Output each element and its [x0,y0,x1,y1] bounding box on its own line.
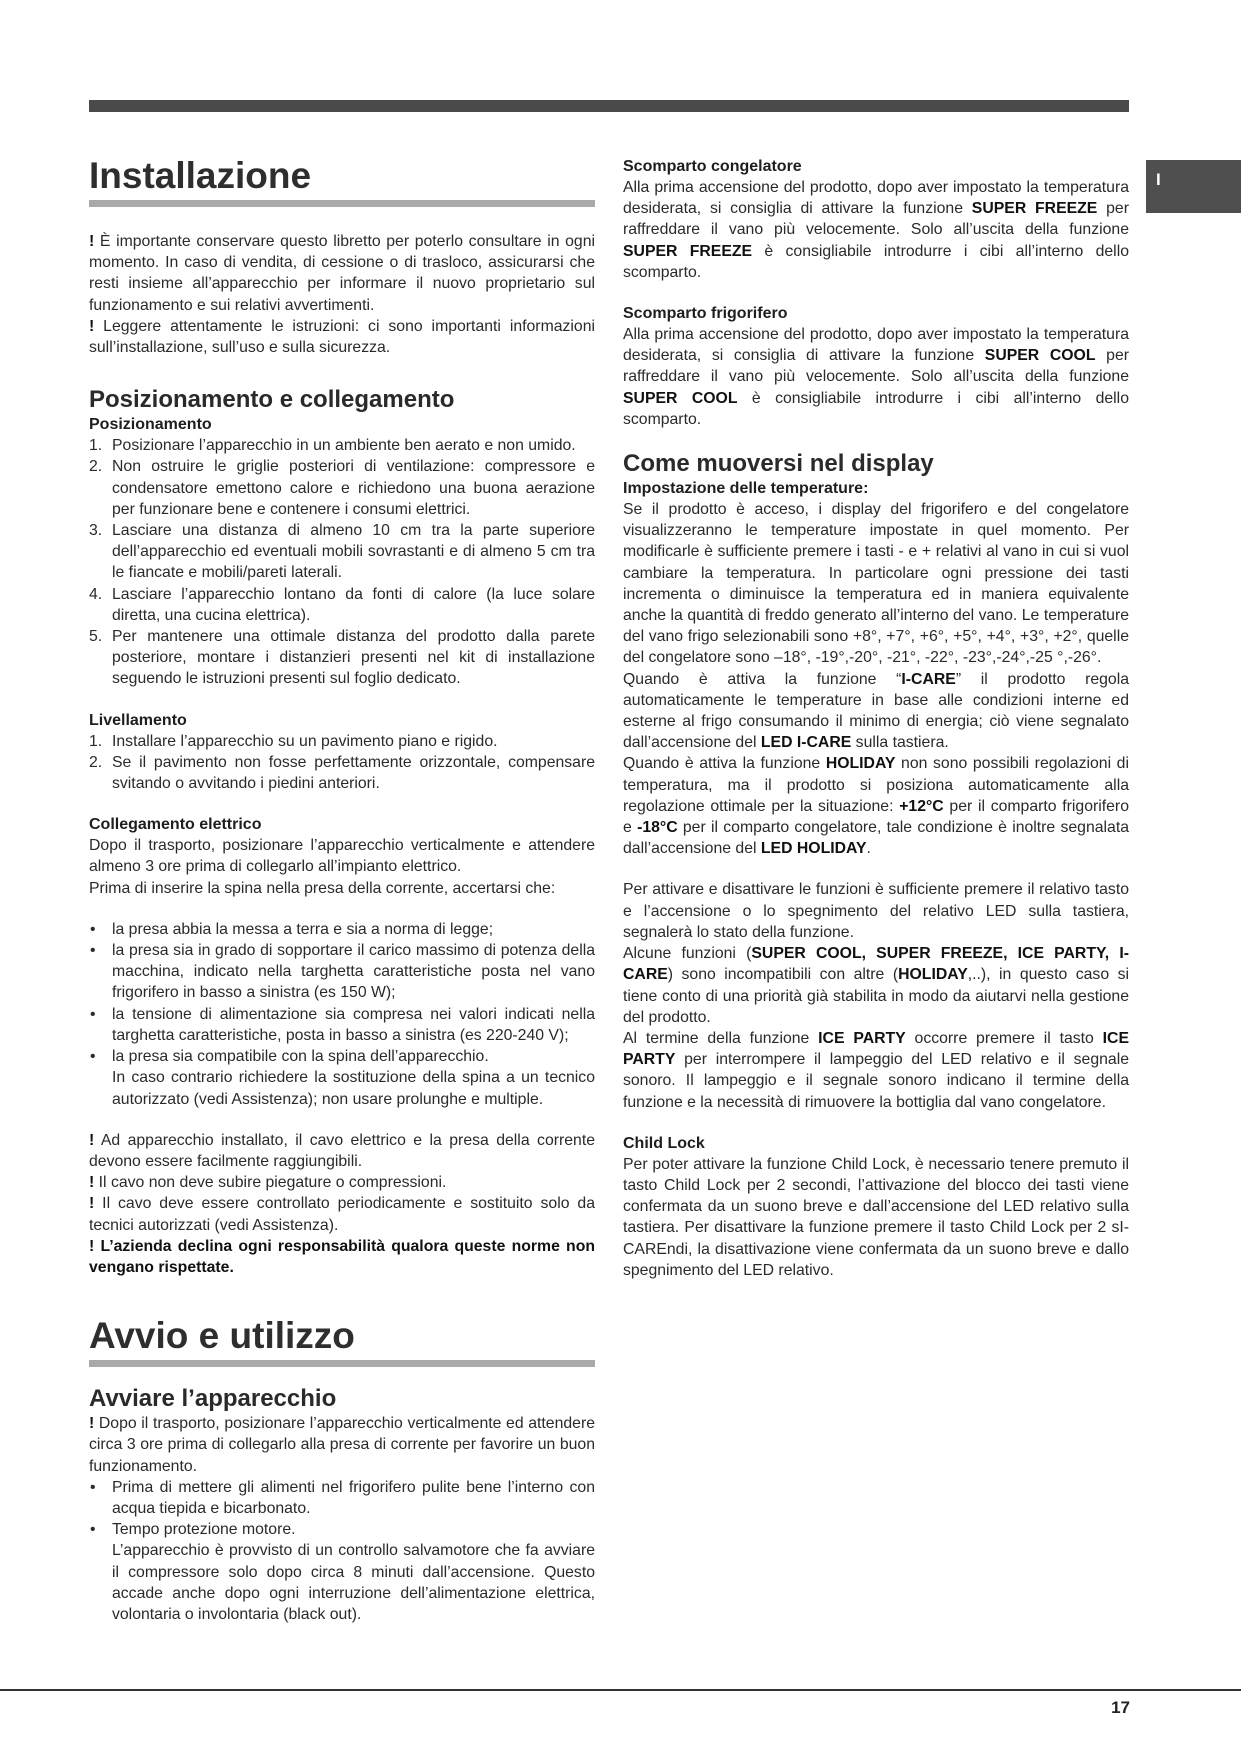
collegamento-paragraph-2: Prima di inserire la spina nella presa della corrente, accertarsi che: [89,879,556,897]
warning-2: ! Il cavo non deve subire piegature o compressioni. [89,1174,447,1192]
avviare-continuation: L’apparecchio è provvisto di un controllo salvamotore che fa avviare il compressore solo dopo circa 8 minuti dall’accensione. Questo accade anche dopo ogni interruzione dell’alimentazione elettrica, volontaria o involontaria (black out). [112,1542,595,1623]
display-paragraph-attivare: Per attivare e disattivare le funzioni è sufficiente premere il relativo tasto e l’accensione o lo spegnimento del relativo LED sulla tastiera, segnalerà lo stato della funzione. [623,881,1129,941]
bullet-item: • la tensione di alimentazione sia compresa nei valori indicati nella targhetta caratteristiche, posta in basso a sinistra (es 220-240 V); [89,1004,595,1046]
heading-collegamento-elettrico: Collegamento elettrico [89,816,262,834]
heading-livellamento: Livellamento [89,711,187,729]
list-item: 1. Posizionare l’apparecchio in un ambiente ben aerato e non umido. [89,437,576,455]
bullet-item: • Tempo protezione motore. [89,1519,595,1540]
list-item: 4. Lasciare l’apparecchio lontano da fonti di calore (la luce solare diretta, una cucina elettrica). [89,585,595,624]
list-item: 5. Per mantenere una ottimale distanza del prodotto dalla parete posteriore, montare i distanzieri presenti nel kit di installazione seguendo le istruzioni presenti sul foglio dedicato. [89,628,595,688]
section-title-installazione: Installazione [89,154,595,207]
display-paragraph-holiday: Quando è attiva la funzione HOLIDAY non sono possibili regolazioni di temperatura, ma il prodotto si posiziona automaticamente alla regolazione ottimale per la situazione: +12°C per il comparto frigorifero e -18°C per il comparto congelatore, tale condizione è inoltre segnalata dall’accensione del LED HOLIDAY. [623,755,1129,858]
warning-3: ! Il cavo deve essere controllato periodicamente e sostituito solo da tecnici autorizzati (vedi Assistenza). [89,1195,595,1234]
intro-paragraph-2: ! Leggere attentamente le istruzioni: ci sono importanti informazioni sull’installazione, sull’uso e sulla sicurezza. [89,317,595,357]
livellamento-list [89,731,595,795]
congelatore-paragraph: Alla prima accensione del prodotto, dopo aver impostato la temperatura desiderata, si consiglia di attivare la funzione SUPER FREEZE per raffreddare il vano più velocemente. Solo all’uscita della funzione SUPER FREEZE è consigliabile introdurre i cibi all’interno dello scomparto. [623,179,1129,281]
list-item: 1. Installare l’apparecchio su un pavimento piano e rigido. [89,732,498,750]
avviare-bullets [89,1477,595,1541]
list-item: 2. Non ostruire le griglie posteriori di ventilazione: compressore e condensatore emettono calore e richiedono una buona aerazione per funzionare bene e contenere i consumi elettrici. [89,458,595,518]
warning-1: ! Ad apparecchio installato, il cavo elettrico e la presa della corrente devono essere facilmente raggiungibili. [89,1131,595,1170]
bullet-item: • la presa abbia la messa a terra e sia a norma di legge; [89,919,595,940]
heading-scomparto-congelatore: Scomparto congelatore [623,158,802,175]
posizionamento-list [89,435,595,689]
avviare-intro: ! Dopo il trasporto, posizionare l’apparecchio verticalmente ed attendere circa 3 ore prima di collegarlo alla presa di corrente per favorire un buon funzionamento. [89,1415,595,1475]
heading-impostazione-temperature: Impostazione delle temperature: [623,480,869,498]
heading-posizionamento: Posizionamento [89,416,212,434]
page-number: 17 [1111,1698,1130,1717]
heading-child-lock: Child Lock [623,1134,705,1152]
disclaimer-warning: ! L’azienda declina ogni responsabilità qualora queste norme non vengano rispettate. [89,1237,595,1276]
display-paragraph-temperature: Se il prodotto è acceso, i display del frigorifero e del congelatore visualizzeranno le temperature impostate in quel momento. Per modificarle è sufficiente premere i tasti - e + relativi al vano in cui si vuol cambiare la temperatura. In particolare ogni pressione dei tasti incrementa o diminuisce la temperatura ed in maniera equivalente anche la quantità di freddo generato all’interno del vano. Le temperature del vano frigo selezionabili sono +8°, +7°, +6°, +5°, +4°, +3°, +2°, quelle del congelatore sono –18°, -19°,-20°, -21°, -22°, -23°,-24°,-25 °,-26°. [623,501,1129,667]
collegamento-paragraph-1: Dopo il trasporto, posizionare l’apparecchio verticalmente e attendere almeno 3 ore prima di collegarlo all’impianto elettrico. [89,837,595,876]
display-paragraph-ice-party: Al termine della funzione ICE PARTY occorre premere il tasto ICE PARTY per interrompere il lampeggio del LED relativo e il segnale sonoro. Il lampeggio e il segnale sonoro indicano il termine della funzione e la necessità di rimuovere la bottiglia dal vano congelatore. [623,1029,1129,1111]
child-lock-paragraph: Per poter attivare la funzione Child Lock, è necessario tenere premuto il tasto Child Lock per 2 secondi, l’attivazione del blocco dei tasti viene confermata da un suono breve e dall’accensione del LED relativo sulla tastiera. Per disattivare la funzione premere il tasto Child Lock per 2 sI-CAREndi, la disattivazione viene confermata da un suono breve e dallo spegnimento del LED relativo. [623,1155,1129,1279]
collegamento-bullets [89,919,595,1067]
bullet-item: • la presa sia compatibile con la spina dell’apparecchio. [89,1046,595,1067]
language-tab: I [1146,160,1241,213]
subsection-title-avviare: Avviare l’apparecchio [89,1385,337,1413]
right-column [623,148,1129,1281]
footer-rule [0,1689,1241,1691]
header-rule [89,100,1129,112]
bullet-item: • Prima di mettere gli alimenti nel frigorifero pulite bene l’interno con acqua tiepida e bicarbonato. [89,1477,595,1519]
list-item: 3. Lasciare una distanza di almeno 10 cm tra la parte superiore dell’apparecchio ed eventuali mobili sovrastanti e di almeno 5 cm tra le fiancate e mobili/pareti laterali. [89,522,595,582]
heading-scomparto-frigorifero: Scomparto frigorifero [623,305,788,323]
intro-paragraph-1: ! È importante conservare questo libretto per poterlo consultare in ogni momento. In caso di vendita, di cessione o di trasloco, assicurarsi che resti insieme all’apparecchio per informare il nuovo proprietario sul funzionamento e sui relativi avvertimenti. [89,233,595,314]
subsection-title-posizionamento-collegamento: Posizionamento e collegamento [89,386,455,414]
section-title-avvio: Avvio e utilizzo [89,1314,595,1367]
frigorifero-paragraph: Alla prima accensione del prodotto, dopo aver impostato la temperatura desiderata, si consiglia di attivare la funzione SUPER COOL per raffreddare il vano più velocemente. Solo all’uscita della funzione SUPER COOL è consigliabile introdurre i cibi all’interno dello scomparto. [623,326,1129,428]
bullet-continuation: In caso contrario richiedere la sostituzione della spina a un tecnico autorizzato (vedi Assistenza); non usare prolunghe e multiple. [112,1069,595,1108]
list-item: 2. Se il pavimento non fosse perfettamente orizzontale, compensare svitando o avvitando i piedini anteriori. [89,753,595,793]
subsection-title-display: Come muoversi nel display [623,450,934,478]
display-paragraph-incompatibili: Alcune funzioni (SUPER COOL, SUPER FREEZE, ICE PARTY, I-CARE) sono incompatibili con altre (HOLIDAY,..), in questo caso si tiene conto di una priorità già stabilita in modo da aiutarvi nella gestione del prodotto. [623,945,1129,1026]
display-paragraph-icare: Quando è attiva la funzione “I-CARE” il prodotto regola automaticamente le temperature in base alle condizioni interne ed esterne al frigo consumando il minimo di energia; ciò viene segnalato dall’accensione del LED I-CARE sulla tastiera. [623,670,1130,752]
bullet-item: • la presa sia in grado di sopportare il carico massimo di potenza della macchina, indicato nella targhetta caratteristiche posta nel vano frigorifero in basso a sinistra (es 150 W); [89,940,595,1004]
left-column [89,148,595,1625]
